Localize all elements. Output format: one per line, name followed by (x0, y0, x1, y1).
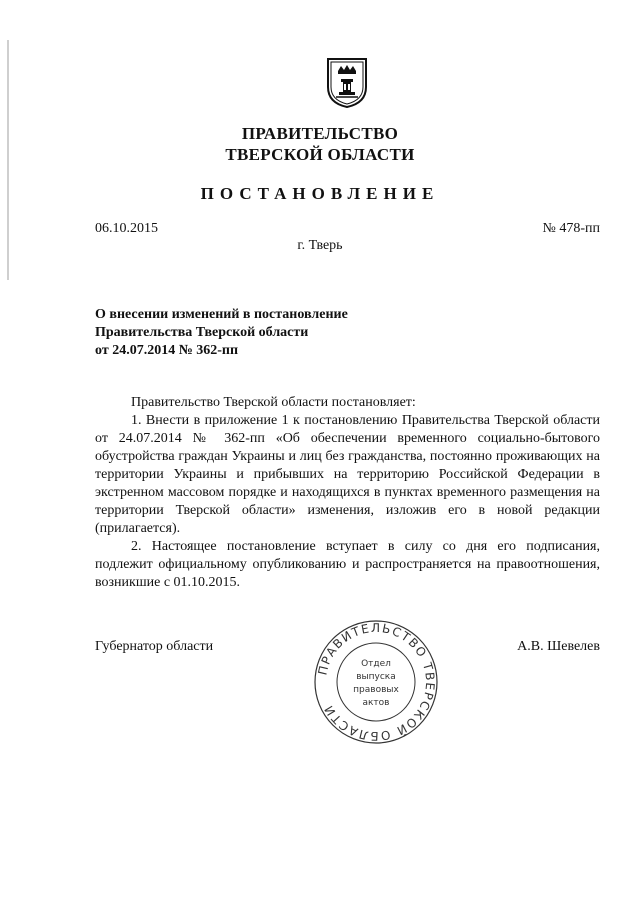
body-paragraph: Правительство Тверской области постановляет: (131, 395, 416, 410)
document-date: 06.10.2015 (95, 221, 158, 236)
org-title-line1: ПРАВИТЕЛЬСТВО (241, 124, 399, 143)
signatory-name: А.В. Шевелев (517, 639, 600, 654)
signatory-position: Губернатор области (95, 639, 214, 654)
stamp-line: выпуска (356, 672, 396, 682)
body-paragraph: 2. Настоящее постановление вступает в силу со дня его подписания, подлежит официальному опубликованию и распространяется на правоотношения, возникшие с 01.10.2015. (95, 539, 600, 590)
stamp-ring-text: ПРАВИТЕЛЬСТВО ТВЕРСКОЙ ОБЛАСТИ (315, 620, 438, 744)
document-body (95, 394, 600, 592)
document-city: г. Тверь (297, 238, 343, 253)
subject-line: от 24.07.2014 № 362-пп (95, 343, 239, 358)
document-number: № 478-пп (542, 221, 600, 236)
stamp-line: Отдел (361, 659, 391, 669)
coat-of-arms-icon (326, 57, 368, 108)
stamp-line: правовых (353, 685, 399, 695)
org-title-line2: ТВЕРСКОЙ ОБЛАСТИ (225, 145, 415, 164)
stamp-line: актов (362, 698, 390, 708)
official-stamp (312, 618, 440, 746)
document-type: ПОСТАНОВЛЕНИЕ (200, 184, 440, 203)
subject-line: Правительства Тверской области (95, 325, 309, 340)
document-subject (95, 306, 348, 360)
subject-line: О внесении изменений в постановление (95, 307, 348, 322)
body-paragraph: 1. Внести в приложение 1 к постановлению Правительства Тверской области от 24.07.2014 № 362-пп «Об обеспечении временного социально-бытового обустройства граждан Украины и лиц без гражданства, постоянно проживающих на территории Украины и прибывших на территорию Российской Федерации в экстренном массовом порядке и находящихся в пунктах временного размещения на территории Тверской области» изменения, изложив его в новой редакции (прилагается). (95, 413, 600, 536)
